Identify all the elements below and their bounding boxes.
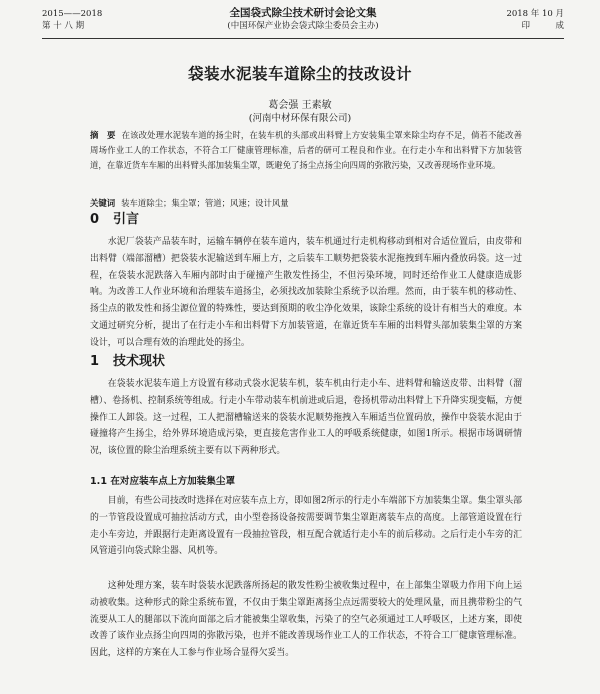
section-1-1-heading: 1.1 在对应装车点上方加装集尘罩 bbox=[90, 476, 236, 487]
section-1-title: 技术现状 bbox=[113, 354, 166, 369]
proceedings-title: 全国袋式除尘技术研讨会论文集 bbox=[229, 7, 377, 19]
section-1-heading bbox=[90, 354, 165, 370]
proceedings-organizer: (中国环保产业协会袋式除尘委员会主办) bbox=[227, 21, 379, 31]
section-0-paragraph: 水泥厂袋装产品装车时，运输车辆停在装车道内，装车机通过行走机构移动到相对合适位置后，由皮带和出料臂（端部溜槽）把袋装水泥输送到车厢上方，之后装车工顺势把袋装水泥拖拽到车厢内叠放码袋。这一过程，在袋装水泥跌落入车厢内部时由于碰撞产生散发性扬尘，不但污染环境，同时还给作业工人健康造成影响。为改善工人作业环境和治理装车道扬尘，必须找改加装除尘系统予以治理。然而，由于装车机的移动性、扬尘点的散发性和扬尘源位置的特殊性，要达到预期的收尘净化效果，该除尘系统的设计有相当大的难度。本文通过研究分析，提出了在行走小车和出料臂下方加装管道，在靠近货车车厢的出料臂头部加装集尘罩的方案设计，可以合理有效的治理此处的扬尘。 bbox=[90, 237, 522, 348]
header-left bbox=[42, 8, 102, 32]
header-print: 印 成 bbox=[521, 21, 564, 31]
abstract bbox=[90, 128, 522, 173]
section-1-paragraph: 在袋装水泥装车道上方设置有移动式袋水泥装车机，装车机由行走小车、进料臂和输送皮带、出料臂（溜槽）、卷扬机、控制系统等组成。行走小车带动装车机前进或后退，卷扬机带动出料臂上下升降实现变幅，方便操作工人卸袋。这一过程，工人把溜槽输送来的袋装水泥顺势拖拽入车厢适当位置码放，操作中袋装水泥由于碰撞将产生扬尘，给外界环境造成污染，更直接危害作业工人的呼吸系统健康，如图1所示。根据市场调研情况，该位置的除尘治理系统主要有以下两种形式。 bbox=[90, 379, 522, 457]
header-center bbox=[162, 6, 444, 32]
header-issue: 第 十 八 期 bbox=[42, 21, 85, 31]
paper-authors: 葛会强 王素敏 bbox=[268, 100, 332, 111]
section-0-title: 引言 bbox=[113, 212, 140, 227]
section-1-1-paragraph-2: 这种处理方案，装车时袋装水泥跌落所扬起的散发性粉尘被收集过程中，在上部集尘罩吸力作用下向上运动被收集。这种形式的除尘系统布置，不仅由于集尘罩距离扬尘点远需要较大的处理风量，而且携带粉尘的气流要从工人的腿部以下流向面部之后才能被集尘罩收集，污染了的空气必须通过工人呼吸区，上述方案，即使改善了该作业点扬尘向四周的弥散污染，也并不能改善现场作业工人的工作状态，不符合工厂健康管理标准。因此，这样的方案在人工参与作业场合显得欠妥当。 bbox=[90, 581, 522, 659]
header-date: 2018 年 10 月 bbox=[506, 9, 564, 19]
section-0-heading bbox=[90, 212, 139, 228]
header-rule bbox=[42, 38, 564, 39]
paper-title: 袋装水泥装车道除尘的技改设计 bbox=[187, 65, 412, 83]
keywords-label: 关键词 bbox=[90, 198, 116, 208]
abstract-text: 在该改处理水泥装车道的扬尘时，在装车机的头部或出料臂上方安装集尘罩来除尘均存不足，倘若不能改善周场作业工人的工作状态，不符合工厂健康管理标准，后者的研可工程良和作业。在行走小车和出料臂下方加装管道，在靠近货车车厢的出料臂头部加装集尘罩，既避免了扬尘点扬尘向四周的弥散污染，又改善现场作业环境。 bbox=[90, 130, 523, 170]
header-years: 2015——2018 bbox=[42, 9, 103, 19]
section-0-number: 0 bbox=[90, 212, 100, 227]
section-1-1-paragraph-1: 目前，有些公司技改时选择在对应装车点上方，即如图2所示的行走小车端部下方加装集尘罩。集尘罩头部的一节管段设置成可抽拉活动方式，由小型卷扬设备按需要调节集尘罩距离装车点的高度。上部管道设置在行走小车旁边，并跟据行走距离设置有一段抽拉管段，相互配合就适行走小车的前后移动。之后行走小车旁的汇风管道引向袋式除尘器、风机等。 bbox=[90, 496, 522, 557]
abstract-label: 摘 要 bbox=[90, 130, 116, 140]
keywords-text: 装车道除尘；集尘罩；管道；风速；设计风量 bbox=[121, 198, 289, 208]
running-header bbox=[42, 6, 564, 40]
section-1-number: 1 bbox=[90, 354, 100, 369]
header-right bbox=[506, 8, 564, 32]
paper-affiliation: (河南中材环保有限公司) bbox=[248, 113, 352, 124]
keywords bbox=[90, 196, 522, 210]
